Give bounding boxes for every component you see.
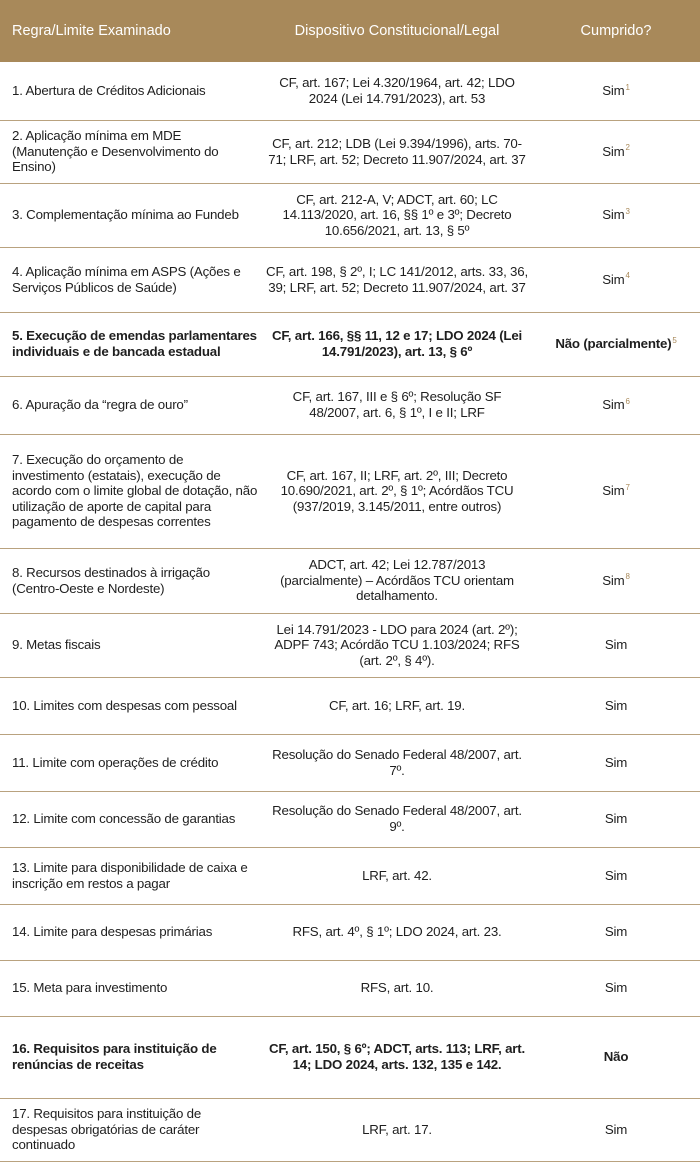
status-text: Sim: [604, 637, 628, 653]
table-row: [0, 434, 700, 548]
table-row: [0, 183, 700, 247]
table-row: [0, 677, 700, 734]
legal-cell: CF, art. 167; Lei 4.320/1964, art. 42; LDO 2024 (Lei 14.791/2023), art. 53: [262, 62, 532, 120]
legal-cell: CF, art. 16; LRF, art. 19.: [262, 677, 532, 734]
table-row: [0, 548, 700, 613]
rule-cell: 1. Abertura de Créditos Adicionais: [0, 62, 262, 120]
rule-cell: 6. Apuração da “regra de ouro”: [0, 376, 262, 434]
status-cell: [532, 376, 700, 434]
legal-cell: RFS, art. 10.: [262, 960, 532, 1016]
rule-cell: 15. Meta para investimento: [0, 960, 262, 1016]
status-cell: [532, 183, 700, 247]
status-cell: [532, 247, 700, 312]
status-cell: [532, 960, 700, 1016]
footnote-marker: 1: [625, 82, 630, 92]
rule-cell: 7. Execução do orçamento de investimento (estatais), execução de acordo com o limite global de dotação, não utilização de aporte de capital para pagamento de despesas correntes: [0, 434, 262, 548]
footnote-marker: 3: [625, 206, 630, 216]
status-text: Sim: [604, 980, 628, 996]
status-text: Sim: [602, 572, 625, 588]
status-text: Sim: [602, 82, 625, 98]
legal-cell: CF, art. 167, II; LRF, art. 2º, III; Decreto 10.690/2021, art. 2º, § 1º; Acórdãos TCU (937/2019, 3.145/2011, entre outros): [262, 434, 532, 548]
table-row: [0, 62, 700, 120]
rule-cell: 11. Limite com operações de crédito: [0, 734, 262, 791]
legal-cell: ADCT, art. 42; Lei 12.787/2013 (parcialmente) – Acórdãos TCU orientam detalhamento.: [262, 548, 532, 613]
table-row: [0, 734, 700, 791]
status-cell: [532, 120, 700, 183]
status-cell: [532, 1016, 700, 1098]
table-row: [0, 791, 700, 847]
footnote-marker: 5: [672, 335, 677, 345]
footnote-marker: 4: [625, 271, 630, 281]
rule-cell: 12. Limite com concessão de garantias: [0, 791, 262, 847]
footnote-marker: 6: [625, 396, 630, 406]
rule-cell: 5. Execução de emendas parlamentares individuais e de bancada estadual: [0, 312, 262, 376]
status-cell: [532, 1098, 700, 1161]
legal-cell: Resolução do Senado Federal 48/2007, art. 9º.: [262, 791, 532, 847]
table-row: [0, 247, 700, 312]
status-text: Não: [603, 1049, 629, 1065]
rule-cell: 14. Limite para despesas primárias: [0, 904, 262, 960]
header-rule: Regra/Limite Examinado: [0, 0, 262, 62]
status-cell: [532, 434, 700, 548]
footnote-marker: 2: [625, 143, 630, 153]
table-row: [0, 1098, 700, 1161]
legal-cell: LRF, art. 42.: [262, 847, 532, 904]
status-text: Sim: [604, 867, 628, 883]
status-cell: [532, 62, 700, 120]
status-text: Sim: [604, 754, 628, 770]
rule-cell: 13. Limite para disponibilidade de caixa e inscrição em restos a pagar: [0, 847, 262, 904]
table-row: [0, 376, 700, 434]
legal-cell: LRF, art. 17.: [262, 1098, 532, 1161]
header-status: Cumprido?: [532, 0, 700, 62]
table-row: [0, 1016, 700, 1098]
status-cell: [532, 904, 700, 960]
legal-cell: CF, art. 212-A, V; ADCT, art. 60; LC 14.113/2020, art. 16, §§ 1º e 3º; Decreto 10.656/2021, art. 13, § 5º: [262, 183, 532, 247]
status-text: Não (parcialmente): [555, 336, 672, 352]
legal-cell: CF, art. 167, III e § 6º; Resolução SF 48/2007, art. 6, § 1º, I e II; LRF: [262, 376, 532, 434]
header-legal: Dispositivo Constitucional/Legal: [262, 0, 532, 62]
status-cell: [532, 677, 700, 734]
status-cell: [532, 734, 700, 791]
status-text: Sim: [604, 924, 628, 940]
table-row: [0, 613, 700, 677]
status-text: Sim: [602, 397, 625, 413]
rule-cell: 10. Limites com despesas com pessoal: [0, 677, 262, 734]
rule-cell: 4. Aplicação mínima em ASPS (Ações e Serviços Públicos de Saúde): [0, 247, 262, 312]
table-row: [0, 120, 700, 183]
status-text: Sim: [604, 811, 628, 827]
footnote-marker: 8: [625, 572, 630, 582]
rule-cell: 17. Requisitos para instituição de despesas obrigatórias de caráter continuado: [0, 1098, 262, 1161]
status-text: Sim: [604, 697, 628, 713]
legal-cell: Resolução do Senado Federal 48/2007, art. 7º.: [262, 734, 532, 791]
rule-cell: 16. Requisitos para instituição de renúncias de receitas: [0, 1016, 262, 1098]
rule-cell: 2. Aplicação mínima em MDE (Manutenção e Desenvolvimento do Ensino): [0, 120, 262, 183]
table-row: [0, 312, 700, 376]
status-text: Sim: [602, 483, 625, 499]
table-header-row: [0, 0, 700, 62]
status-text: Sim: [604, 1121, 628, 1137]
table-row: [0, 960, 700, 1016]
footnote-marker: 7: [625, 482, 630, 492]
legal-cell: CF, art. 150, § 6º; ADCT, arts. 113; LRF, art. 14; LDO 2024, arts. 132, 135 e 142.: [262, 1016, 532, 1098]
status-cell: [532, 548, 700, 613]
status-cell: [532, 312, 700, 376]
rule-cell: 3. Complementação mínima ao Fundeb: [0, 183, 262, 247]
table-row: [0, 904, 700, 960]
status-cell: [532, 847, 700, 904]
status-cell: [532, 791, 700, 847]
legal-cell: Lei 14.791/2023 - LDO para 2024 (art. 2º); ADPF 743; Acórdão TCU 1.103/2024; RFS (art. 2º, § 4º).: [262, 613, 532, 677]
rule-cell: 8. Recursos destinados à irrigação (Centro-Oeste e Nordeste): [0, 548, 262, 613]
status-cell: [532, 613, 700, 677]
legal-cell: CF, art. 198, § 2º, I; LC 141/2012, arts. 33, 36, 39; LRF, art. 52; Decreto 11.907/2024, art. 37: [262, 247, 532, 312]
table-body: [0, 62, 700, 1161]
legal-cell: CF, art. 212; LDB (Lei 9.394/1996), arts. 70-71; LRF, art. 52; Decreto 11.907/2024, art. 37: [262, 120, 532, 183]
rule-cell: 9. Metas fiscais: [0, 613, 262, 677]
table-row: [0, 847, 700, 904]
status-text: Sim: [602, 207, 625, 223]
legal-cell: RFS, art. 4º, § 1º; LDO 2024, art. 23.: [262, 904, 532, 960]
legal-cell: CF, art. 166, §§ 11, 12 e 17; LDO 2024 (Lei 14.791/2023), art. 13, § 6º: [262, 312, 532, 376]
status-text: Sim: [602, 143, 625, 159]
status-text: Sim: [602, 271, 625, 287]
